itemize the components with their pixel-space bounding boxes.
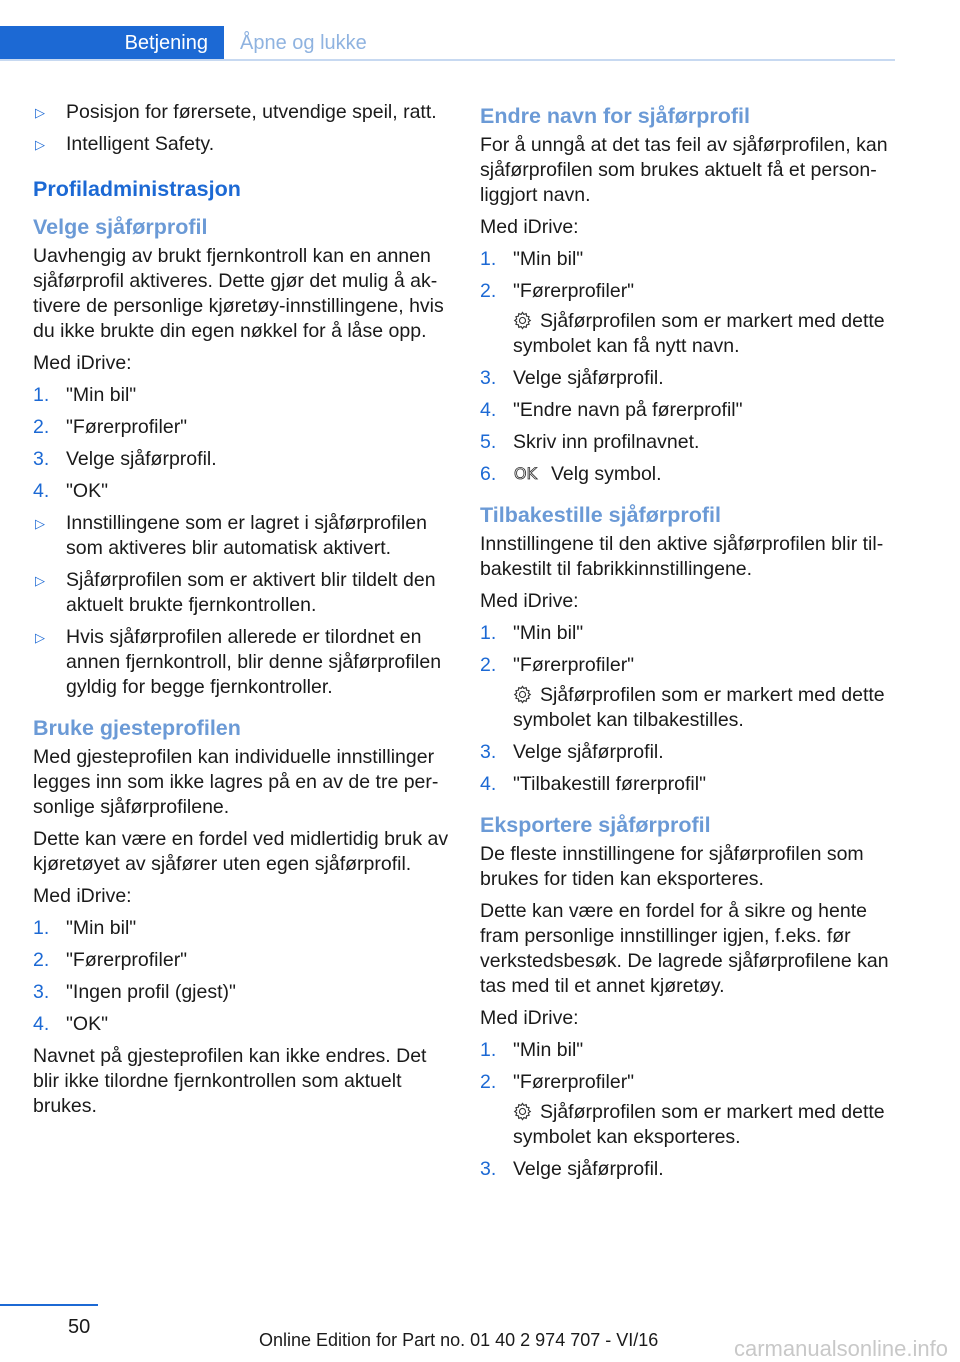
section-title: Profiladministrasjon [33,177,241,201]
paragraph: Dette kan være en fordel ved midlertidig bruk av kjøretøyet av sjåfører uten egen sjåførprofil. [33,828,449,875]
chapter-tab-betjening[interactable]: Betjening [0,26,224,60]
list-item: 6. OK Velg symbol. [480,463,662,485]
list-item: 3. Velge sjåførprofil. [480,741,664,763]
steps-list [480,621,898,678]
svg-text:OK: OK [513,464,537,483]
steps-list [480,247,898,304]
paragraph: Dette kan være en fordel for å sikre og hente fram personlige innstillinger igjen, f.eks. før verkstedsbesøk. De lagrede sjåførprofilene kan tas med til et annet kjøretøy. [480,900,889,997]
steps-list [480,366,898,487]
list-item: 3. Velge sjåførprofil. [480,367,664,389]
page-number: 50 [68,1316,91,1338]
paragraph: Med iDrive: [480,216,579,238]
list-item: ▷ Intelligent Safety. [35,133,215,155]
subsection-title: Velge sjåførprofil [33,215,208,239]
bullet-list [33,511,451,700]
list-item: 3. "Ingen profil (gjest)" [33,981,236,1003]
paragraph: De fleste innstillingene for sjåførprofilen som brukes for tiden kan eksporteres. [480,843,864,890]
paragraph: Med iDrive: [480,590,579,612]
list-item: ▷ Hvis sjåførprofilen allerede er tilordnet en annen fjernkontroll, blir denne sjåførprofilen gyldig for begge fjernkontroller. [35,626,442,698]
subsection-title: Tilbakestille sjåførprofil [480,503,721,527]
list-item: 2. "Førerprofiler" [480,1071,635,1093]
paragraph: Uavhengig av brukt fjernkontroll kan en annen sjåførprofil aktiveres. Dette gjør det mulig å aktivere de personlige kjøretøy-innstillingene, hvis du ikke brukte din egen nøkkel for å låse opp. [33,245,444,342]
step-note: Sjåførprofilen som er markert med dette symbolet kan tilbakestilles. [513,684,885,731]
paragraph: Med iDrive: [33,885,132,907]
list-item: 2. "Førerprofiler" [33,949,188,971]
step-note: Sjåførprofilen som er markert med dette symbolet kan få nytt navn. [513,310,885,357]
triangle-right-icon: ▷ [35,516,45,531]
list-item: 4. "Endre navn på førerprofil" [480,399,743,421]
list-item: 1. "Min bil" [480,1039,584,1061]
steps-list [33,383,451,504]
left-column [33,100,451,1126]
list-item: 4. "OK" [33,1013,109,1035]
list-item: 3. Velge sjåførprofil. [33,448,217,470]
list-item: 4. "OK" [33,480,109,502]
steps-list [480,740,898,797]
list-item: 1. "Min bil" [480,622,584,644]
paragraph: Med iDrive: [33,352,132,374]
right-column [480,100,898,1189]
list-item: 2. "Førerprofiler" [33,416,188,438]
list-item: 1. "Min bil" [33,384,137,406]
steps-list [480,1157,898,1182]
paragraph: For å unngå at det tas feil av sjåførprofilen, kan sjåførprofilen som brukes aktuelt få et personliggjort navn. [480,134,888,206]
paragraph: Innstillingene til den aktive sjåførprofilen blir tilbakestilt til fabrikkinnstillingene. [480,533,884,580]
gear-icon [513,311,532,330]
triangle-right-icon: ▷ [35,630,45,645]
subsection-title: Bruke gjesteprofilen [33,716,241,740]
list-item: 2. "Førerprofiler" [480,280,635,302]
list-item: 1. "Min bil" [33,917,137,939]
paragraph: Med gjesteprofilen kan individuelle innstillinger legges inn som ikke lagres på en av de tre personlige sjåførprofilene. [33,746,439,818]
header-rule [0,59,895,61]
ok-icon [513,464,543,483]
step-note: Sjåførprofilen som er markert med dette symbolet kan eksporteres. [513,1101,885,1148]
subsection-title: Endre navn for sjåførprofil [480,104,750,128]
triangle-right-icon: ▷ [35,573,45,588]
footer-rule [0,1304,98,1306]
list-item: ▷ Posisjon for førersete, utvendige speil, ratt. [35,101,437,123]
list-item: 4. "Tilbakestill førerprofil" [480,773,706,795]
steps-list [480,1038,898,1095]
gear-icon [513,1102,532,1121]
intro-bullet-list [33,100,451,157]
steps-list [33,916,451,1037]
list-item: ▷ Innstillingene som er lagret i sjåførprofilen som aktiveres blir automatisk aktivert. [35,512,427,559]
list-item: 1. "Min bil" [480,248,584,270]
list-item: ▷ Sjåførprofilen som er aktivert blir tildelt den aktuelt brukte fjernkontrollen. [35,569,436,616]
edition-text: Online Edition for Part no. 01 40 2 974 707 - VI/16 [259,1330,659,1350]
paragraph: Med iDrive: [480,1007,579,1029]
list-item: 3. Velge sjåførprofil. [480,1158,664,1180]
gear-icon [513,685,532,704]
list-item: 5. Skriv inn profilnavnet. [480,431,700,453]
page-header [0,26,895,62]
chapter-tab-apne-og-lukke[interactable]: Åpne og lukke [240,31,367,54]
list-item: 2. "Førerprofiler" [480,654,635,676]
subsection-title: Eksportere sjåførprofil [480,813,711,837]
watermark: carmanualsonline.info [733,1336,948,1361]
paragraph: Navnet på gjesteprofilen kan ikke endres. Det blir ikke tilordne fjernkontrollen som aktuelt brukes. [33,1045,427,1117]
triangle-right-icon: ▷ [35,105,45,120]
triangle-right-icon: ▷ [35,137,45,152]
